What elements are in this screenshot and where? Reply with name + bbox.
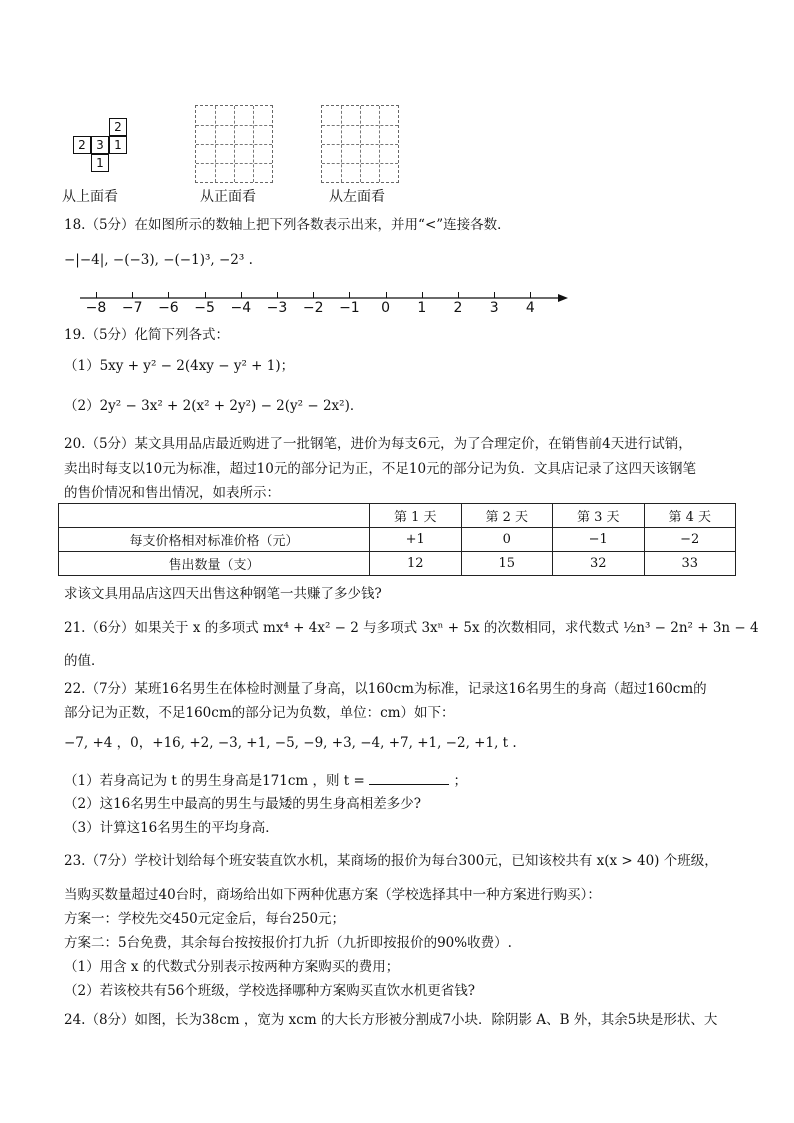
table-cell: 售出数量（支） xyxy=(59,552,370,576)
q20-line1: 20.（5分）某文具用品店最近购进了一批钢笔，进价为每支6元，为了合理定价，在销售前4天进行试销， xyxy=(64,436,692,452)
front-view-grid xyxy=(195,105,273,183)
number-line-tick xyxy=(458,292,459,298)
number-line-label: −8 xyxy=(85,300,107,316)
number-line-label: 1 xyxy=(417,300,427,316)
table-cell: −1 xyxy=(553,528,645,552)
number-line-tick xyxy=(422,292,423,298)
top-view-cell: 3 xyxy=(91,136,109,154)
q19-stem: 19.（5分）化简下列各式： xyxy=(64,327,230,343)
q23-line2: 当购买数量超过40台时，商场给出如下两种优惠方案（学校选择其中一种方案进行购买）： xyxy=(64,887,601,903)
q20-line2: 卖出时每支以10元为标准，超过10元的部分记为正，不足10元的部分记为负．文具店记录了这四天该钢笔 xyxy=(64,461,697,477)
q22-part1 xyxy=(64,771,467,790)
number-line-tick xyxy=(386,292,387,298)
front-view-caption: 从正面看 xyxy=(200,189,256,205)
number-line-label: −2 xyxy=(302,300,324,316)
top-view-cell: 1 xyxy=(91,154,109,172)
top-view xyxy=(70,118,134,174)
answer-blank[interactable] xyxy=(369,771,449,785)
left-view-grid xyxy=(321,105,399,183)
table-cell: 32 xyxy=(553,552,645,576)
number-line xyxy=(80,288,570,324)
number-line-tick xyxy=(494,292,495,298)
q22-line2: 部分记为正数，不足160cm的部分记为负数，单位：cm）如下： xyxy=(64,705,455,721)
q20-question: 求该文具用品店这四天出售这种钢笔一共赚了多少钱? xyxy=(64,586,382,602)
number-line-label: 3 xyxy=(489,300,499,316)
table-cell: 15 xyxy=(461,552,553,576)
q18-stem: 18.（5分）在如图所示的数轴上把下列各数表示出来，并用“<”连接各数． xyxy=(64,217,511,233)
q21-line1: 21.（6分）如果关于 x 的多项式 mx⁴ + 4x² − 2 与多项式 3xⁿ + 5x 的次数相同，求代数式 ½n³ − 2n² + 3n − 4 xyxy=(64,620,759,636)
table-cell: −2 xyxy=(644,528,736,552)
q23-plan1: 方案一：学校先交450元定金后，每台250元； xyxy=(64,911,346,927)
q19-part1: （1）5xy + y² − 2(4xy − y² + 1)； xyxy=(64,358,295,374)
number-line-tick xyxy=(530,292,531,298)
number-line-label: −4 xyxy=(230,300,252,316)
number-line-tick xyxy=(96,292,97,298)
number-line-tick xyxy=(205,292,206,298)
number-line-label: 4 xyxy=(525,300,535,316)
q18-numbers: −|−4|, −(−3), −(−1)³, −2³ . xyxy=(64,252,253,268)
top-view-caption: 从上面看 xyxy=(62,189,118,205)
q22-part2: （2）这16名男生中最高的男生与最矮的男生身高相差多少? xyxy=(64,796,422,812)
q23-plan2: 方案二：5台免费，其余每台按按报价打九折（九折即按报价的90%收费）. xyxy=(64,935,512,951)
top-view-cell: 2 xyxy=(73,136,91,154)
table-row xyxy=(59,504,736,528)
table-cell: 33 xyxy=(644,552,736,576)
q23-line1: 23.（7分）学校计划给每个班安装直饮水机，某商场的报价为每台300元，已知该校共有 x(x > 40) 个班级， xyxy=(64,853,718,869)
number-line-label: −6 xyxy=(158,300,179,316)
table-header: 第 1 天 xyxy=(370,504,462,528)
q22-part1-end: ； xyxy=(453,773,467,789)
number-line-tick xyxy=(349,292,350,298)
table-row xyxy=(59,528,736,552)
table-cell: +1 xyxy=(370,528,462,552)
q23-part2: （2）若该校共有56个班级，学校选择哪种方案购买直饮水机更省钱? xyxy=(64,983,476,999)
q22-part1-text: （1）若身高记为 t 的男生身高是171cm ，则 t = xyxy=(64,773,365,789)
q22-part3: （3）计算这16名男生的平均身高． xyxy=(64,820,279,836)
table-header xyxy=(59,504,370,528)
table-header: 第 2 天 xyxy=(461,504,553,528)
q21-line2: 的值． xyxy=(64,653,105,669)
number-line-label: 2 xyxy=(453,300,463,316)
left-view-caption: 从左面看 xyxy=(329,189,385,205)
table-row xyxy=(59,552,736,576)
table-header: 第 3 天 xyxy=(553,504,645,528)
q20-table xyxy=(58,503,736,576)
top-view-cell: 2 xyxy=(109,118,127,136)
table-cell: 0 xyxy=(461,528,553,552)
number-line-tick xyxy=(277,292,278,298)
q24-line1: 24.（8分）如图，长为38cm ，宽为 xcm 的大长方形被分割成7小块．除阴影 A、B 外，其余5块是形状、大 xyxy=(64,1012,718,1028)
q22-data: −7, +4 ，0，+16, +2, −3, +1, −5, −9, +3, −4, +7, +1, −2, +1, t . xyxy=(64,735,517,751)
table-header: 第 4 天 xyxy=(644,504,736,528)
q23-part1: （1）用含 x 的代数式分别表示按两种方案购买的费用； xyxy=(64,959,400,975)
number-line-tick xyxy=(313,292,314,298)
table-cell: 12 xyxy=(370,552,462,576)
number-line-label: −1 xyxy=(339,300,360,316)
q22-line1: 22.（7分）某班16名男生在体检时测量了身高，以160cm为标准，记录这16名男生的身高（超过160cm的 xyxy=(64,681,707,697)
number-line-label: −3 xyxy=(266,300,288,316)
q20-line3: 的售价情况和售出情况，如表所示： xyxy=(64,485,280,501)
top-view-cell: 1 xyxy=(109,136,127,154)
number-line-tick xyxy=(241,292,242,298)
number-line-label: −5 xyxy=(194,300,215,316)
number-line-tick xyxy=(132,292,133,298)
q19-part2: （2）2y² − 3x² + 2(x² + 2y²) − 2(y² − 2x²)． xyxy=(64,398,364,414)
number-line-tick xyxy=(168,292,169,298)
number-line-label: 0 xyxy=(381,300,391,316)
number-line-label: −7 xyxy=(121,300,143,316)
table-cell: 每支价格相对标准价格（元） xyxy=(59,528,370,552)
